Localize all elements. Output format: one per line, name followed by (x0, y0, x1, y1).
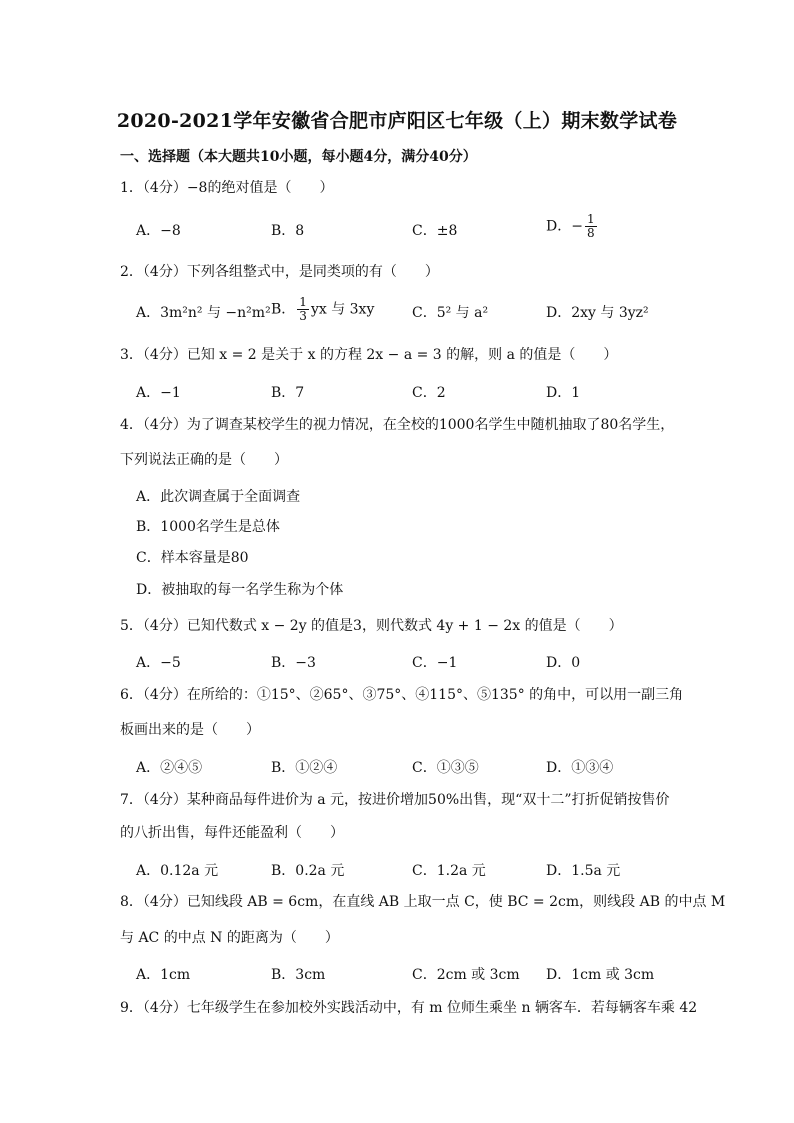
q1-option-d (546, 213, 599, 240)
question-2-stem: 2．（4分）下列各组整式中，是同类项的有（ ） (120, 264, 439, 280)
question-8-stem-line-2: 与 AC 的中点 N 的距离为（ ） (120, 930, 339, 946)
question-8-stem-line-1: 8．（4分）已知线段 AB = 6cm，在直线 AB 上取一点 C，使 BC = 2cm，则线段 AB 的中点 M (120, 894, 726, 910)
question-3-stem: 3．（4分）已知 x = 2 是关于 x 的方程 2x − a = 3 的解，则 a 的值是（ ） (120, 347, 618, 363)
q4-option-a: A．此次调查属于全面调查 (136, 489, 301, 505)
q8-option-d: D．1cm 或 3cm (546, 967, 655, 983)
q1-option-d-prefix: D．− (546, 218, 583, 235)
q7-option-c: C．1.2a 元 (412, 863, 486, 879)
q2-option-b (271, 296, 374, 323)
q5-option-c: C．−1 (412, 655, 458, 671)
q3-option-b: B．7 (271, 385, 305, 401)
q6-option-c: C．①③⑤ (412, 760, 479, 776)
fraction-denominator: 3 (299, 309, 307, 323)
q3-option-a: A．−1 (136, 385, 181, 401)
q1-option-d-fraction (585, 213, 597, 240)
q1-option-c: C．±8 (412, 223, 458, 239)
q5-option-b: B．−3 (271, 655, 316, 671)
fraction-denominator: 8 (586, 226, 595, 240)
q2-option-a: A．3m²n² 与 −n²m² (136, 305, 271, 321)
q7-option-a: A．0.12a 元 (136, 863, 219, 879)
q6-option-d: D．①③④ (546, 760, 614, 776)
q6-option-b: B．①②④ (271, 760, 338, 776)
q3-option-d: D．1 (546, 385, 581, 401)
q4-option-d: D．被抽取的每一名学生称为个体 (136, 582, 344, 598)
question-7-stem-line-2: 的八折出售，每件还能盈利（ ） (120, 825, 344, 841)
question-4-stem-line-1: 4．（4分）为了调查某校学生的视力情况，在全校的1000名学生中随机抽取了80名学生， (120, 417, 675, 433)
q1-option-a: A．−8 (136, 223, 181, 239)
q8-option-b: B．3cm (271, 967, 326, 983)
q8-option-c: C．2cm 或 3cm (412, 967, 520, 983)
q5-option-d: D．0 (546, 655, 581, 671)
q2-option-b-fraction (297, 296, 309, 323)
fraction-numerator: 1 (299, 295, 307, 309)
fraction-numerator: 1 (586, 212, 595, 226)
q8-option-a: A．1cm (136, 967, 191, 983)
section-heading: 一、选择题（本大题共10小题，每小题4分，满分40分） (120, 149, 477, 165)
question-4-stem-line-2: 下列说法正确的是（ ） (120, 452, 288, 468)
q3-option-c: C．2 (412, 385, 446, 401)
q7-option-b: B．0.2a 元 (271, 863, 345, 879)
question-6-stem-line-2: 板画出来的是（ ） (120, 722, 260, 738)
q7-option-d: D．1.5a 元 (546, 863, 621, 879)
q5-option-a: A．−5 (136, 655, 181, 671)
q4-option-b: B．1000名学生是总体 (136, 519, 280, 535)
question-1-stem: 1．（4分）−8的绝对值是（ ） (120, 180, 334, 196)
q2-option-b-suffix: yx 与 3xy (310, 301, 375, 318)
question-7-stem-line-1: 7．（4分）某种商品每件进价为 a 元，按进价增加50%出售，现“双十二”打折促销按售价 (120, 792, 670, 808)
question-6-stem-line-1: 6．（4分）在所给的：①15°、②65°、③75°、④115°、⑤135° 的角中，可以用一副三角 (120, 687, 684, 703)
question-5-stem: 5．（4分）已知代数式 x − 2y 的值是3，则代数式 4y + 1 − 2x 的值是（ ） (120, 618, 623, 634)
question-9-stem-line-1: 9．（4分）七年级学生在参加校外实践活动中，有 m 位师生乘坐 n 辆客车．若每辆客车乘 42 (120, 1000, 698, 1016)
q2-option-b-prefix: B． (271, 301, 296, 318)
q6-option-a: A．②④⑤ (136, 760, 203, 776)
q2-option-c: C．5² 与 a² (412, 305, 489, 321)
q2-option-d: D．2xy 与 3yz² (546, 305, 649, 321)
q1-option-b: B．8 (271, 223, 305, 239)
q4-option-c: C．样本容量是80 (136, 550, 249, 566)
page-title: 2020-2021学年安徽省合肥市庐阳区七年级（上）期末数学试卷 (116, 110, 678, 132)
